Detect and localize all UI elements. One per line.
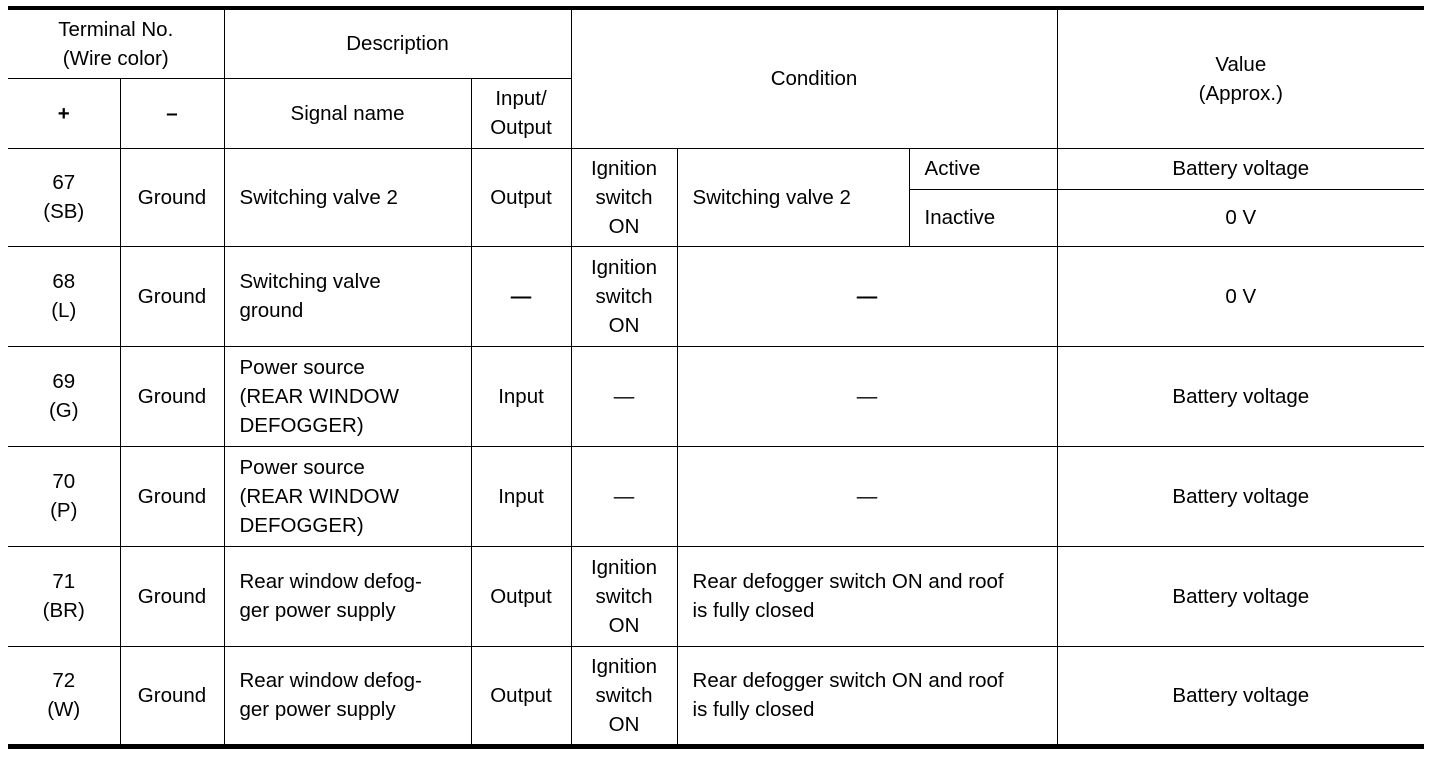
header-signal-name <box>224 78 471 148</box>
table-row <box>8 546 1424 646</box>
io-text: Output <box>490 185 552 209</box>
io-text: — <box>510 284 532 308</box>
condition-text: — <box>856 284 878 308</box>
ground-cell <box>120 246 224 346</box>
header-plus-text: + <box>57 101 70 125</box>
header-condition <box>571 8 1057 148</box>
table-row <box>8 148 1424 189</box>
ground-text: Ground <box>137 284 207 308</box>
signal-text: Rear window defog- ger power supply <box>239 570 422 622</box>
io-text: Output <box>490 683 552 707</box>
ignition-cell <box>571 148 677 246</box>
terminal-text: 67 (SB) <box>43 171 85 223</box>
header-value <box>1057 8 1424 148</box>
terminal-cell <box>8 446 120 546</box>
condition-text: Rear defogger switch ON and roof is fully closed <box>692 669 1004 721</box>
header-row-1 <box>8 8 1424 78</box>
value-active-cell <box>1057 148 1424 189</box>
condition-cell <box>677 246 1057 346</box>
signal-text: Power source (REAR WINDOW DEFOGGER) <box>239 455 399 537</box>
ignition-text: — <box>613 484 635 508</box>
header-io-text: Input/ Output <box>490 87 552 139</box>
header-signal-name-text: Signal name <box>290 101 405 125</box>
ground-cell <box>120 346 224 446</box>
signal-cell <box>224 346 471 446</box>
ground-cell <box>120 646 224 746</box>
state-active-cell <box>909 148 1057 189</box>
io-cell <box>471 148 571 246</box>
ground-cell <box>120 546 224 646</box>
header-terminal-text: Terminal No. (Wire color) <box>58 17 174 70</box>
header-description-text: Description <box>346 32 449 56</box>
ignition-cell <box>571 546 677 646</box>
terminal-text: 68 (L) <box>51 270 77 322</box>
terminal-cell <box>8 346 120 446</box>
ignition-text: Ignition switch ON <box>590 654 658 736</box>
terminal-text: 71 (BR) <box>42 570 85 622</box>
signal-text: Switching valve 2 <box>239 185 398 209</box>
state-inactive-cell <box>909 189 1057 246</box>
value-text: Battery voltage <box>1172 683 1310 707</box>
ignition-cell <box>571 646 677 746</box>
condition-text: Switching valve 2 <box>692 185 851 209</box>
ignition-cell <box>571 246 677 346</box>
header-description <box>224 8 571 78</box>
io-text: Input <box>498 484 544 508</box>
io-cell <box>471 446 571 546</box>
terminal-text: 70 (P) <box>50 470 78 522</box>
io-cell <box>471 246 571 346</box>
condition-text: — <box>856 384 878 408</box>
condition-cell <box>677 346 1057 446</box>
io-text: Input <box>498 384 544 408</box>
header-condition-text: Condition <box>770 67 858 91</box>
signal-cell <box>224 546 471 646</box>
ignition-text: — <box>613 384 635 408</box>
value-inactive-text: 0 V <box>1225 206 1257 229</box>
ignition-cell <box>571 346 677 446</box>
table-row <box>8 346 1424 446</box>
condition-cell <box>677 446 1057 546</box>
state-active-text: Active <box>924 157 981 180</box>
signal-text: Rear window defog- ger power supply <box>239 669 422 721</box>
ignition-text: Ignition switch ON <box>590 156 658 238</box>
table-row <box>8 246 1424 346</box>
signal-text: Switching valve ground <box>239 270 381 322</box>
ground-text: Ground <box>137 384 207 408</box>
value-inactive-cell <box>1057 189 1424 246</box>
io-cell <box>471 646 571 746</box>
ignition-text: Ignition switch ON <box>590 555 658 637</box>
terminal-cell <box>8 148 120 246</box>
table-row <box>8 446 1424 546</box>
ground-text: Ground <box>137 584 207 608</box>
ground-text: Ground <box>137 185 207 209</box>
header-minus-text: – <box>166 101 178 125</box>
terminal-cell <box>8 646 120 746</box>
signal-text: Power source (REAR WINDOW DEFOGGER) <box>239 355 399 437</box>
condition-text: Rear defogger switch ON and roof is fully closed <box>692 570 1004 622</box>
ground-cell <box>120 148 224 246</box>
terminal-text: 69 (G) <box>48 370 79 422</box>
ignition-cell <box>571 446 677 546</box>
value-text: Battery voltage <box>1172 384 1310 408</box>
signal-cell <box>224 148 471 246</box>
value-cell <box>1057 646 1424 746</box>
value-text: 0 V <box>1225 284 1257 308</box>
ground-cell <box>120 446 224 546</box>
terminal-text: 72 (W) <box>47 669 81 721</box>
table-row <box>8 646 1424 746</box>
signal-cell <box>224 646 471 746</box>
condition-cell <box>677 546 1057 646</box>
condition-text: — <box>856 484 878 508</box>
signal-cell <box>224 446 471 546</box>
terminal-spec-table <box>8 6 1424 749</box>
value-cell <box>1057 446 1424 546</box>
header-terminal <box>8 8 224 78</box>
header-value-text: Value (Approx.) <box>1198 52 1283 105</box>
terminal-cell <box>8 546 120 646</box>
io-text: Output <box>490 584 552 608</box>
value-text: Battery voltage <box>1172 584 1310 608</box>
header-minus <box>120 78 224 148</box>
value-cell <box>1057 246 1424 346</box>
value-active-text: Battery voltage <box>1172 157 1310 180</box>
terminal-spec-table-container <box>8 6 1424 749</box>
condition-cell <box>677 646 1057 746</box>
value-text: Battery voltage <box>1172 484 1310 508</box>
ignition-text: Ignition switch ON <box>590 255 658 337</box>
condition-cell <box>677 148 909 246</box>
state-inactive-text: Inactive <box>924 206 996 229</box>
signal-cell <box>224 246 471 346</box>
io-cell <box>471 546 571 646</box>
header-plus <box>8 78 120 148</box>
ground-text: Ground <box>137 484 207 508</box>
terminal-cell <box>8 246 120 346</box>
header-io <box>471 78 571 148</box>
io-cell <box>471 346 571 446</box>
ground-text: Ground <box>137 683 207 707</box>
value-cell <box>1057 546 1424 646</box>
value-cell <box>1057 346 1424 446</box>
